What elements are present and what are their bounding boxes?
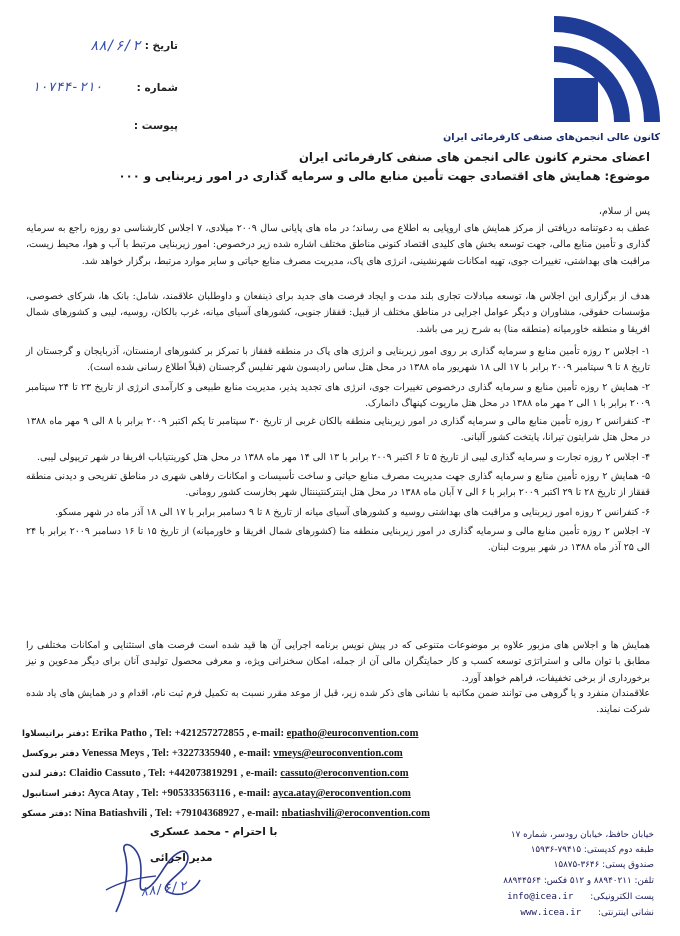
meta-block — [28, 38, 178, 138]
address-line: طبقه دوم کدپستی: ۷۹۴۱۵-۱۵۹۳۶ — [530, 845, 654, 856]
logo — [443, 10, 664, 146]
contact-email-link[interactable]: cassuto@eroconvention.com — [280, 768, 409, 779]
contact-row: دفتر مسکو: Nina Batiashvili , Tel: +79104368927 , e-mail: nbatiashvili@eroconvention.com — [22, 808, 430, 819]
address-block — [434, 828, 654, 921]
logo-org-name: کانون عالی انجمن‌های صنفی کارفرمائی ایران — [443, 132, 660, 143]
contact-tel[interactable]: +3227335940 — [171, 748, 231, 759]
contact-row: دفتر بروکسل Venessa Meys , Tel: +3227335940 , e-mail: vmeys@euroconvention.com — [22, 748, 403, 759]
contact-office: دفتر بروکسل — [22, 749, 80, 759]
signature-respect: با احترام - محمد عسکری — [150, 826, 278, 838]
list-item: ۱- اجلاس ۲ روزه تأمین منابع و سرمایه گذاری بر روی امور زیربنایی و انرژی های پاک در منطقه قفقاز با تمرکز بر کشورهای ارمنستان، آذربایجان و گرجستان از تاریخ ۸ تا ۹ سپتامبر ۲۰۰۹ برابر با ۱۷ الی ۱۸ شهریور ماه ۱۳۸۸ در محل هتل ساس رادیسون شهر تفلیس گرجستان (قبلاً اطلاع رسانی شده است). — [26, 346, 651, 374]
contact-email-link[interactable]: ayca.atay@eroconvention.com — [272, 788, 411, 799]
contact-tel[interactable]: +442073819291 — [168, 768, 238, 779]
list-item: ۴- اجلاس ۲ روزه تجارت و سرمایه گذاری لیبی از تاریخ ۵ تا ۶ اکتبر ۲۰۰۹ برابر با ۱۳ الی ۱۴ مهر ماه ۱۳۸۸ در محل هتل کورینتیاباب افریقا در شهر تریپولی لیبی. — [37, 451, 650, 463]
contact-tel[interactable]: +79104368927 — [174, 808, 240, 819]
contact-name: Claidio Cassuto — [69, 768, 141, 779]
contact-email-link[interactable]: nbatiashvili@eroconvention.com — [281, 808, 430, 819]
closing-paragraph-2: علاقمندان منفرد و یا گروهی می توانند ضمن مکاتبه با نشانی های ذکر شده زیر، قبل از موعد مقرر نسبت به تکمیل فرم ثبت نام، اقدام و در همایش های یاد شده شرکت نمایند. — [26, 688, 650, 716]
closing-paragraph-1: همایش ها و اجلاس های مزبور علاوه بر موضوعات متنوعی که در پیش نویس برنامه اجرایی آن ها قید شده است فرصت های استثنایی و امکانات مختلفی را مطابق با توان مالی و استراتژی توسعه کسب و کار حمایتگران مالی آن از جمله، امکان سخنرانی ویژه، و معرفی محصول تولیدی آنان برای دیگر مدعوین و نیز برخورداری از برخی تخفیفات، فراهم خواهد آورد. — [26, 640, 650, 684]
address-line: خیابان حافظ، خیابان رودسر، شماره ۱۷ — [510, 830, 654, 840]
contact-row: دفتر براتیسلاوا: Erika Patho , Tel: +421257272855 , e-mail: epatho@euroconvention.com — [22, 728, 419, 739]
address-email-row — [434, 889, 654, 905]
contact-office: دفتر مسکو — [22, 809, 69, 819]
number-value: ۱۰۷۴۴-۲۱۰ — [32, 80, 103, 95]
attachment-label: پیوست : — [133, 120, 178, 132]
number-label: شماره : — [136, 82, 178, 94]
contact-email-label: e-mail — [252, 728, 281, 739]
wifi-logo-icon — [514, 10, 664, 130]
contact-name: Ayca Atay — [87, 788, 134, 799]
contact-email-link[interactable]: epatho@euroconvention.com — [286, 728, 419, 739]
list-item: ۵- همایش ۲ روزه تأمین منابع و سرمایه گذاری جهت مدیریت مصرف منابع حیاتی و ساخت تأسیسات و امکانات رفاهی شهری در مناطق تفریحی و دیدنی منطقه قفقاز از تاریخ ۲۸ تا ۲۹ اکتبر ۲۰۰۹ برابر با ۶ الی ۷ آبان ماه ۱۳۸۸ در محل هتل اینترکنتیننتال شهر بخارست کشور رومانی. — [26, 471, 650, 499]
contact-tel-label: Tel — [141, 788, 156, 799]
contact-row: دفتر لندن: Claidio Cassuto , Tel: +442073819291 , e-mail: cassuto@eroconvention.com — [22, 768, 409, 779]
list-item: ۷- اجلاس ۲ روزه تأمین منابع مالی و سرمایه گذاری در امور زیربنایی منطقه منا (کشورهای شمال افریقا و خاورمیانه) از تاریخ ۱۵ تا ۱۶ دسامبر ۲۰۰۹ برابر با ۲۴ الی ۲۵ آذر ماه ۱۳۸۸ در شهر بیروت لبنان. — [26, 525, 651, 554]
address-email-label: پست الکترونیکی: — [590, 891, 654, 902]
contact-office: دفتر استانبول — [22, 789, 82, 799]
date-label: تاریخ : — [144, 40, 178, 52]
address-site-label: نشانی اینترنتی: — [597, 908, 654, 919]
address-email-link[interactable]: info@icea.ir — [507, 890, 574, 902]
purpose-paragraph: هدف از برگزاری این اجلاس ها، توسعه مبادلات تجاری بلند مدت و ایجاد فرصت های جدید برای ذینفعان و داوطلبان علاقمند، شامل: بانک ها، شرکای خصوصی، مؤسسات حقوقی، مشاوران و دیگر عوامل اجرایی در مناطق مختلف از قبیل: قفقاز جنوبی، کشورهای آسیای میانه، غرب بالکان، روسیه، لیبی و کشورهای شمال افریقا و منطقه خاورمیانه (منطقه منا) به شرح زیر می باشد. — [26, 291, 650, 335]
contact-tel-label: Tel — [148, 768, 163, 779]
contact-name: Erika Patho — [91, 728, 147, 739]
recipient-heading: اعضای محترم کانون عالی انجمن های صنفی کارفرمائی ایران — [298, 150, 650, 164]
contact-tel-label: Tel — [151, 748, 166, 759]
contact-tel[interactable]: +421257272855 — [174, 728, 245, 739]
intro-paragraph: عطف به دعوتنامه دریافتی از مرکز همایش های اروپایی به اطلاع می رساند؛ در ماه های پایانی سال ۲۰۰۹ میلادی، ۷ اجلاس کارشناسی دو روزه راجع به سرمایه گذاری و تأمین منابع مالی، جهت توسعه بخش های کلیدی اقتصاد کنونی مناطق مختلف اشاره شده زیر درخصوص: امور زیربنایی مرتبط با آب و هوا، محیط زیست، مراقبت های بهداشتی، تغییرات جوی، تهیه امکانات شهرنشینی، انرژی های پاک، مدیریت مصرف منابع حیاتی و سایر موارد مرتبط، برگزار خواهد شد. — [26, 223, 650, 267]
contact-tel-label: Tel — [154, 728, 169, 739]
contact-office: دفتر براتیسلاوا — [22, 729, 86, 739]
contact-tel-label: Tel — [155, 808, 169, 819]
contact-email-label: e-mail — [238, 748, 268, 759]
contact-name: Nina Batiashvili — [74, 808, 148, 819]
signature-title: مدیر اجرائی — [150, 852, 213, 864]
contact-email-link[interactable]: vmeys@euroconvention.com — [273, 748, 403, 759]
signature-scribble-icon — [96, 830, 206, 920]
contact-office: دفتر لندن — [22, 769, 63, 779]
contact-email-label: e-mail — [245, 768, 275, 779]
date-value: ۸۸/۶/۲ — [90, 38, 141, 54]
address-line: تلفن: ۸۸۹۴۰۲۱۱ و ۵۱۲ فکس: ۸۸۹۴۴۵۶۴ — [503, 875, 654, 886]
subject-heading: موضوع: همایش های اقتصادی جهت تأمین منابع مالی و سرمایه گذاری در امور زیربنایی و ۰۰۰ — [118, 169, 650, 183]
contact-email-label: e-mail — [238, 788, 267, 799]
event-list — [26, 344, 650, 557]
list-item: ۶- کنفرانس ۲ روزه امور زیربنایی و مراقبت های بهداشتی روسیه و کشورهای آسیای میانه از تاریخ ۸ تا ۹ دسامبر برابر با ۱۷ الی ۱۸ آذر ماه در شهر مسکو. — [55, 506, 650, 518]
address-site-link[interactable]: www.icea.ir — [520, 907, 582, 919]
signature-date: ۸۸/۶/۲ — [139, 878, 188, 901]
list-item: ۲- همایش ۲ روزه تأمین منابع و سرمایه گذاری درخصوص تغییرات جوی، انرژی های تجدید پذیر، مدیریت منابع طبیعی و کارآمدی انرژی از تاریخ ۲۳ تا ۲۴ سپتامبر ۲۰۰۹ برابر با ۱ الی ۲ مهر ماه ۱۳۸۸ در محل هتل ماریوت کپنهاگ دانمارک. — [26, 381, 651, 409]
contact-row: دفتر استانبول: Ayca Atay , Tel: +905333563116 , e-mail: ayca.atay@eroconvention.com — [22, 788, 411, 799]
list-item: ۳- کنفرانس ۲ روزه تأمین منابع مالی و سرمایه گذاری در امور زیربنایی منطقه بالکان غربی از تاریخ ۳۰ سپتامبر تا یکم اکتبر ۲۰۰۹ برابر با ۸ الی ۹ مهر ماه ۱۳۸۸ در محل هتل شرایتون تیرانا، پایتخت کشور آلبانی. — [26, 416, 651, 444]
contact-name: Venessa Meys — [81, 748, 145, 759]
greeting: پس از سلام، — [598, 206, 650, 217]
address-site-row — [434, 905, 654, 921]
contact-email-label: e-mail — [247, 808, 276, 819]
contact-tel[interactable]: +905333563116 — [161, 788, 231, 799]
address-line: صندوق پستی: ۳۶۴۶-۱۵۸۷۵ — [553, 860, 654, 871]
